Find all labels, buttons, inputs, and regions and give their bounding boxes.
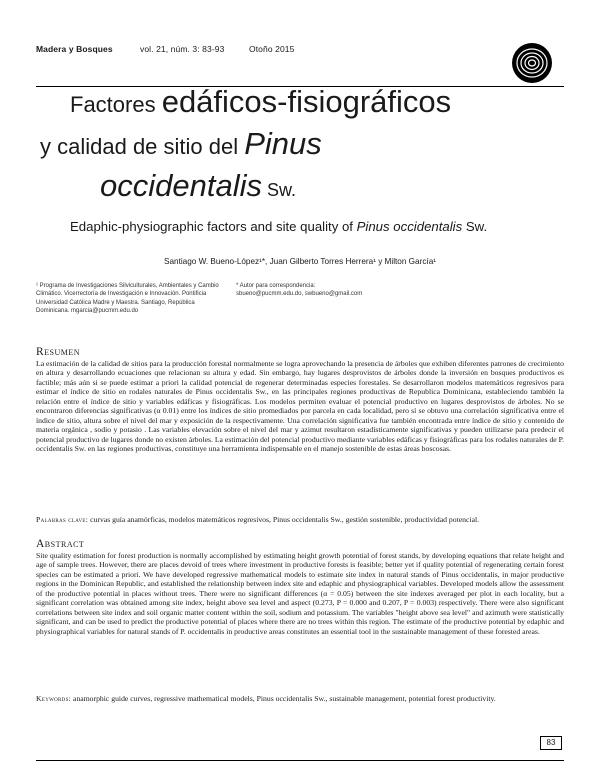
title-es-authority: Sw.	[261, 180, 296, 200]
abstract-text: Site quality estimation for forest production is normally accomplished by estimating height growth potential of forest stands, by developing equations that relate height and age of sample trees. However, there are places devoid of trees where investment in productive forests is feasible; better yet if quality potential of regenerating certain forest species can be estimated a priori. We have developed regressive mathematical models to estimate site index in natural stands of Pinus occidentalis, in major productive regions in the Dominican Republic, and established the relationship between index site and edaphic and physiographical variables. Developed models allow the assessment of the productive potential in places without trees. There were no significant differences (α = 0.05) between the site indexes averaged per plot in each locality, but a significant correlation was obtained among site index, height above sea level and aspect (0.273, P = 0.000 and 0.207, P = 0.003) respectively. There were also significant correlations between site index and soil organic matter content within the soil, sodium and potassium. The variables "height above sea level" and azimuth were statistically significant, and can be used to predict the productive potential of places where there are no trees within this region. The estimate of the productive potential by edaphic and physiographical variables for natural stands of P. occidentalis in productive areas constitutes an essential tool in the sustainable management of these forested areas.	[36, 551, 564, 636]
title-es-part2: edáficos-fisiográficos	[161, 84, 452, 119]
affiliation: ¹ Programa de Investigaciones Silviculturales, Ambientales y Cambio Climático. Vicerrectoría de Investigación e Innovación. Pontificia Universidad Católica Madre y Maestra. Santiago, República Dominicana. mgarcia@pucmm.edu.do	[36, 283, 219, 315]
title-en	[70, 219, 570, 234]
volume-info: vol. 21, núm. 3: 83-93	[140, 44, 225, 54]
title-es-part3: y calidad de sitio del	[40, 134, 245, 159]
keywords-en-text: anamorphic guide curves, regressive mathematical models, Pinus occidentalis Sw., sustainable management, potential forest productivity.	[71, 694, 496, 703]
authors: Santiago W. Bueno-López¹*, Juan Gilberto Torres Herrera¹ y Milton García¹	[164, 257, 436, 266]
keywords-es-label: Palabras clave:	[36, 515, 89, 524]
journal-name: Madera y Bosques	[36, 44, 113, 54]
running-header	[36, 44, 564, 54]
title-es-genus: Pinus	[244, 126, 322, 161]
title-es-line3	[100, 168, 296, 204]
footer-rule	[36, 760, 564, 761]
corresponding-author: * Autor para correspondencia: sbueno@pucmm.edu.do, swbueno@gmail.com	[236, 283, 363, 298]
season-info: Otoño 2015	[249, 44, 295, 54]
title-es-part1: Factores	[70, 92, 162, 117]
keywords-es-text: curvas guía anamórficas, modelos matemáticos regresivos, Pinus occidentalis Sw., gestión sostenible, productividad potencial.	[88, 515, 480, 524]
resumen-heading: Resumen	[36, 346, 81, 358]
keywords-es	[36, 515, 564, 524]
title-es-line1	[70, 84, 451, 120]
page-number: 83	[540, 736, 562, 750]
keywords-en-label: Keywords:	[36, 694, 72, 703]
keywords-en	[36, 694, 564, 703]
title-es-species: occidentalis	[100, 168, 262, 203]
title-es-line2	[40, 126, 322, 162]
title-en-species: Pinus occidentalis	[356, 219, 463, 234]
title-en-part1: Edaphic-physiographic factors and site quality of	[70, 219, 357, 234]
abstract-heading: Abstract	[36, 538, 85, 550]
resumen-text: La estimación de la calidad de sitios para la producción forestal normalmente se logra aprovechando la presencia de árboles que exhiben diferentes patrones de crecimiento en altura y desarrollando ecuaciones que relacionan su altura y edad. Sin embargo, hay lugares desprovistos de árboles donde la inversión en bosques productivos es factible; más aún si se puede estimar a priori la calidad potencial de regenerar determinadas especies forestales. Se desarrollaron modelos matemáticos regresivos para estimar el índice de sitio en rodales naturales de Pinus occidentalis Sw., en las principales regiones productivas de Republica Dominicana, estableciendo también la relación entre el índice de sitio y variables edáficas y fisiográficas. Los modelos permiten evaluar el potencial productivo en lugares desprovistos de árboles. No se encontraron diferencias significativas (α 0.01) entre los índices de sitio promediados por parcela en cada localidad, pero sí se obtuvo una correlación significativa entre el índice de sitio, altura sobre el nivel del mar y exposición de la respectivamente. Una correlación significativa fue también encontrada entre índice de sitio y contenido de materia orgánica , sodio y potasio . Las variables elevación sobre el nivel del mar y azimut resultaron estadísticamente significativas y pueden utilizarse para predecir el potencial productivo de lugares donde no existen árboles. La estimación del potencial productivo mediante variables edáficas y fisiográficas para los rodales naturales de P. occidentalis Sw. en las regiones productivas, constituye una herramienta indispensable en el manejo sostenible de estas áreas boscosas.	[36, 359, 564, 454]
tree-ring-logo-icon	[511, 42, 553, 84]
title-en-authority: Sw.	[462, 219, 488, 234]
